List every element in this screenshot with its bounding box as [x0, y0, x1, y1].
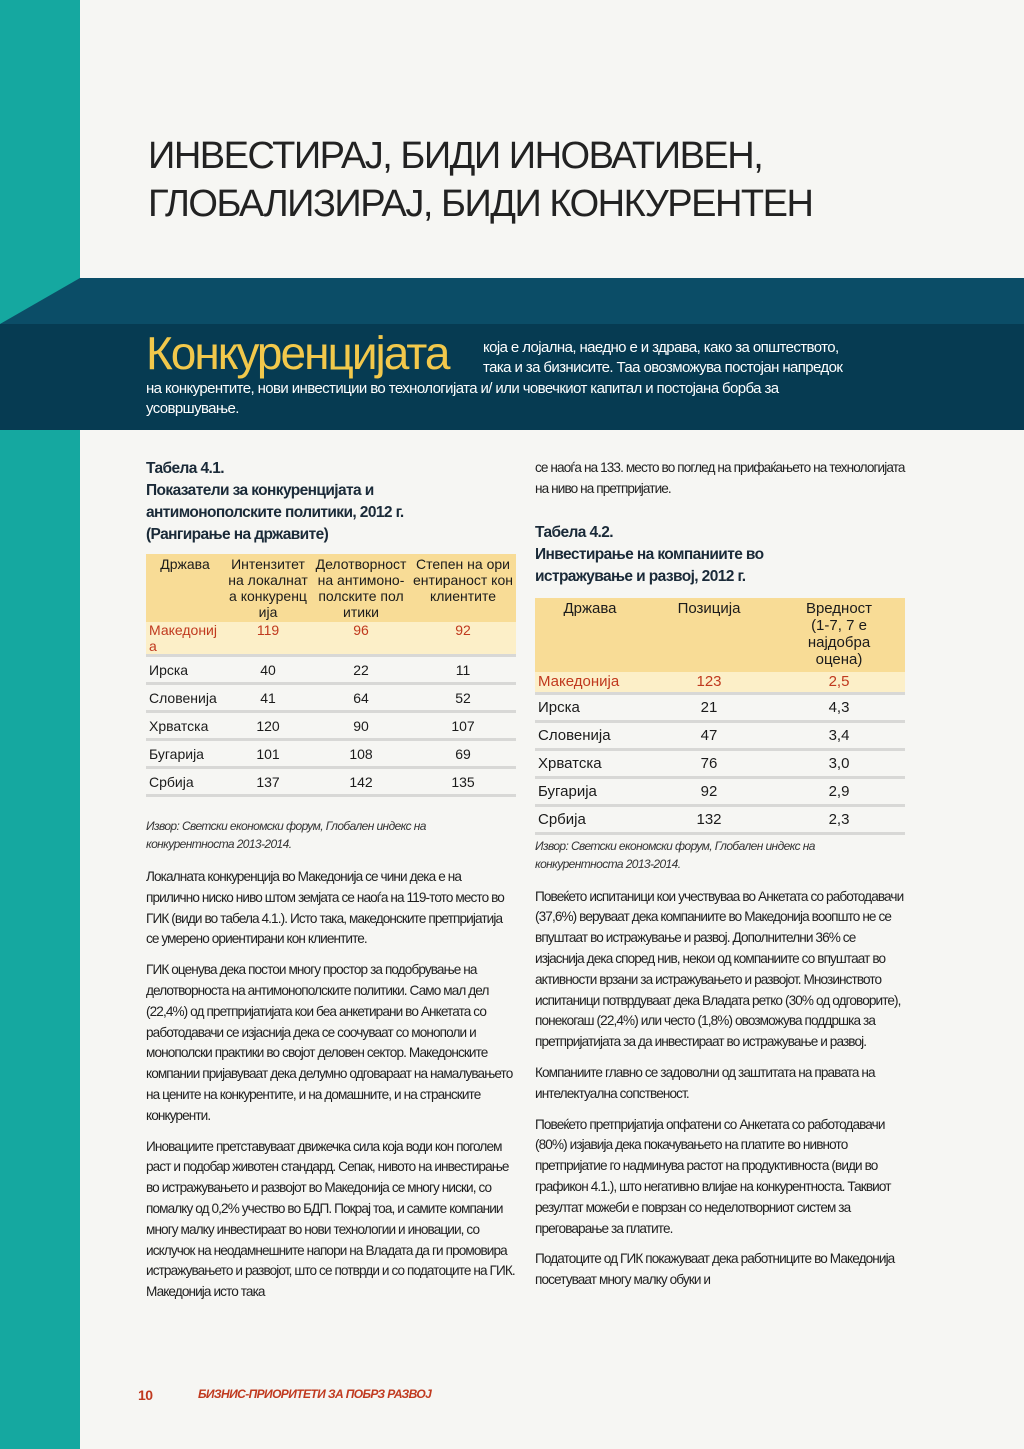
table2-header-row — [535, 598, 905, 672]
table1-cell: Србија — [146, 768, 224, 796]
table-row — [535, 721, 905, 749]
table1-header-row — [146, 554, 516, 622]
table-row — [146, 622, 516, 656]
table1-caption-line: (Рангирање на државите) — [146, 526, 329, 543]
table-row — [535, 805, 905, 833]
right-top-paragraph: се наоѓа на 133. место во поглед на прифаќањето на технологијата на ниво на претпријатие. — [535, 460, 905, 496]
table2-cell: 21 — [645, 693, 773, 721]
table-row — [146, 768, 516, 796]
left-paragraph-3: Иновациите претставуваат движечка сила која води кон поголем раст и подобар животен стандард. Сепак, нивото на инвестирање во истражувањето и развојот во Македонија се многу ниски, со помалку од 0,2% учество во БДП. Покрај тоа, и самите компании многу малку инвестираат во нови технологии и иновации, со исклучок на неодамнешните напори на Владата да ги промовира истражувањето и развојот, што се потврди и со податоците на ГИК. Македонија исто така — [146, 1138, 515, 1300]
table1-cell: 52 — [410, 684, 516, 712]
table2-cell: 47 — [645, 721, 773, 749]
table1-cell: 96 — [312, 622, 410, 656]
page-title — [148, 132, 948, 228]
table1-source — [146, 817, 516, 853]
table2-cell: 76 — [645, 749, 773, 777]
table2-cell: 2,5 — [773, 672, 905, 694]
table1-cell: 120 — [224, 712, 312, 740]
table1-cell: Хрватска — [146, 712, 224, 740]
table1-cell: 11 — [410, 656, 516, 684]
title-line-1: ИНВЕСТИРАЈ, БИДИ ИНОВАТИВЕН, — [148, 135, 763, 177]
table1-cell: Ирска — [146, 656, 224, 684]
table1-header: Делотворност на антимоно-полските политики — [312, 554, 410, 622]
left-paragraph-1: Локалната конкуренција во Македонија се чини дека е на прилично ниско ниво штом земјата се наоѓа на 119-тото место во ГИК (види во табела 4.1.). Исто така, македонските претпријатија се умерено ориентирани кон клиентите. — [146, 869, 504, 947]
table1-header: Степен на ориентираност кон клиентите — [410, 554, 516, 622]
table2-cell: Ирска — [535, 693, 645, 721]
left-paragraph-2: ГИК оценува дека постои многу простор за подобрување на делотворноста на антимонополските политики. Само мал дел (22,4%) од претпријатијата кои беа анкетирани во Анкетата со работодавачи се изјаснија дека се соочуваат со монополи и монополски практики во својот деловен сектор. Македонските компании пријавуваат дека делумно одговараат на намалувањето на цените на конкурентите, и на домашните, и на странските конкуренти. — [146, 962, 513, 1123]
intro-line-2: така и за бизнисите. Таа овозможува постојан напредок — [483, 359, 843, 376]
table2-cell: Хрватска — [535, 749, 645, 777]
table1-cell: Македонија — [146, 622, 224, 656]
table1-caption-line: Табела 4.1. — [146, 460, 224, 477]
table2-cell: 92 — [645, 777, 773, 805]
right-column — [535, 458, 905, 1301]
table1-cell: 137 — [224, 768, 312, 796]
table1-cell: 64 — [312, 684, 410, 712]
table2-caption-line: истражување и развој, 2012 г. — [535, 567, 746, 585]
table2-cell: 4,3 — [773, 693, 905, 721]
table2-cell: 2,3 — [773, 805, 905, 833]
table-row — [146, 740, 516, 768]
title-line-2: ГЛОБАЛИЗИРАЈ, БИДИ КОНКУРЕНТЕН — [148, 183, 813, 225]
table1-cell: 108 — [312, 740, 410, 768]
table2-source — [535, 837, 905, 873]
table2-header: Вредност (1-7, 7 е најдобра оцена) — [773, 598, 905, 672]
table1-header: Интензитет на локалната конкуренција — [224, 554, 312, 622]
page-number: 10 — [138, 1387, 153, 1403]
right-paragraph-3: Повеќето претпријатија опфатени со Анкетата со работодавачи (80%) изјавија дека покачувањето на платите во нивното претпријатие го надминува растот на продуктивноста (види во графикон 4.1.), што негативно влијае на конкурентноста. Таквиот резултат можеби е поврзан со неделотворниот систем за преговарање за платите. — [535, 1116, 891, 1236]
table1-caption — [146, 458, 516, 546]
table1-cell: Бугарија — [146, 740, 224, 768]
table1-caption-line: антимонополските политики, 2012 г. — [146, 504, 404, 521]
table1-cell: 135 — [410, 768, 516, 796]
table-row — [535, 777, 905, 805]
right-paragraph-1: Повеќето испитаници кои учествуваа во Анкетата со работодавачи (37,6%) веруваат дека компаниите во Македонија воопшто не се впуштаат во истражување и развој. Дополнителни 36% се изјаснија дека според нив, некои од компаниите со впуштаат во активности врзани за истражувањето и развојот. Мнозинството испитаници потврдуваат дека Владата ретко (30% од одговорите), понекогаш (22,4%) или често (1,8%) овозможува поддршка за претпријатијата за да инвестираат во истражување и развој. — [535, 888, 904, 1050]
table2-caption-line: Инвестирање на компаниите во — [535, 545, 764, 563]
left-accent-bar — [0, 0, 80, 1449]
table2-cell: Србија — [535, 805, 645, 833]
table1-cell: 40 — [224, 656, 312, 684]
table1-header: Држава — [146, 554, 224, 622]
table1 — [146, 554, 516, 797]
table2-header: Позиција — [645, 598, 773, 672]
table1-cell: 119 — [224, 622, 312, 656]
table-row — [146, 656, 516, 684]
table1-cell: 22 — [312, 656, 410, 684]
intro-line-4: усовршување. — [146, 400, 239, 417]
right-paragraph-4: Податоците од ГИК покажуваат дека работниците во Македонија посетуваат многу малку обуки и — [535, 1251, 895, 1288]
table1-source-line: конкурентноста 2013-2014. — [146, 837, 292, 851]
intro-band-top — [0, 278, 1024, 324]
table-row — [146, 712, 516, 740]
right-paragraph-2: Компаниите главно се задоволни од заштитата на правата на интелектуална сопственост. — [535, 1064, 875, 1101]
intro-line-3: на конкурентите, нови инвестиции во технологијата и/ или човечкиот капитал и постојана борба за — [146, 380, 779, 397]
intro-line-1: која е лојална, наедно е и здрава, како за општеството, — [483, 339, 839, 356]
table1-caption-line: Показатели за конкуренцијата и — [146, 482, 374, 499]
table-row — [146, 684, 516, 712]
table1-source-line: Извор: Светски економски форум, Глобален индекс на — [146, 819, 426, 833]
table1-cell: 41 — [224, 684, 312, 712]
table2-cell: Словенија — [535, 721, 645, 749]
table2-caption — [535, 522, 905, 588]
table2-source-line: Извор: Светски економски форум, Глобален индекс на — [535, 838, 815, 853]
table2-cell: Македонија — [535, 672, 645, 694]
table2 — [535, 598, 905, 835]
left-column — [146, 458, 516, 1313]
table2-cell: 123 — [645, 672, 773, 694]
table1-cell: 90 — [312, 712, 410, 740]
table2-cell: Бугарија — [535, 777, 645, 805]
intro-band-wedge — [0, 278, 80, 324]
intro-highlight-word: Конкуренцијата — [146, 327, 449, 379]
table2-source-line: конкурентноста 2013-2014. — [535, 856, 681, 871]
table1-cell: 92 — [410, 622, 516, 656]
table2-cell: 3,4 — [773, 721, 905, 749]
table1-cell: 101 — [224, 740, 312, 768]
table-row — [535, 672, 905, 694]
table-row — [535, 693, 905, 721]
table2-cell: 2,9 — [773, 777, 905, 805]
footer-title: БИЗНИС-ПРИОРИТЕТИ ЗА ПОБРЗ РАЗВОЈ — [198, 1387, 432, 1401]
table1-cell: 107 — [410, 712, 516, 740]
table1-cell: Словенија — [146, 684, 224, 712]
table2-caption-line: Табела 4.2. — [535, 523, 613, 541]
table1-cell: 69 — [410, 740, 516, 768]
table-row — [535, 749, 905, 777]
table2-header: Држава — [535, 598, 645, 672]
table2-cell: 132 — [645, 805, 773, 833]
table1-cell: 142 — [312, 768, 410, 796]
table2-cell: 3,0 — [773, 749, 905, 777]
